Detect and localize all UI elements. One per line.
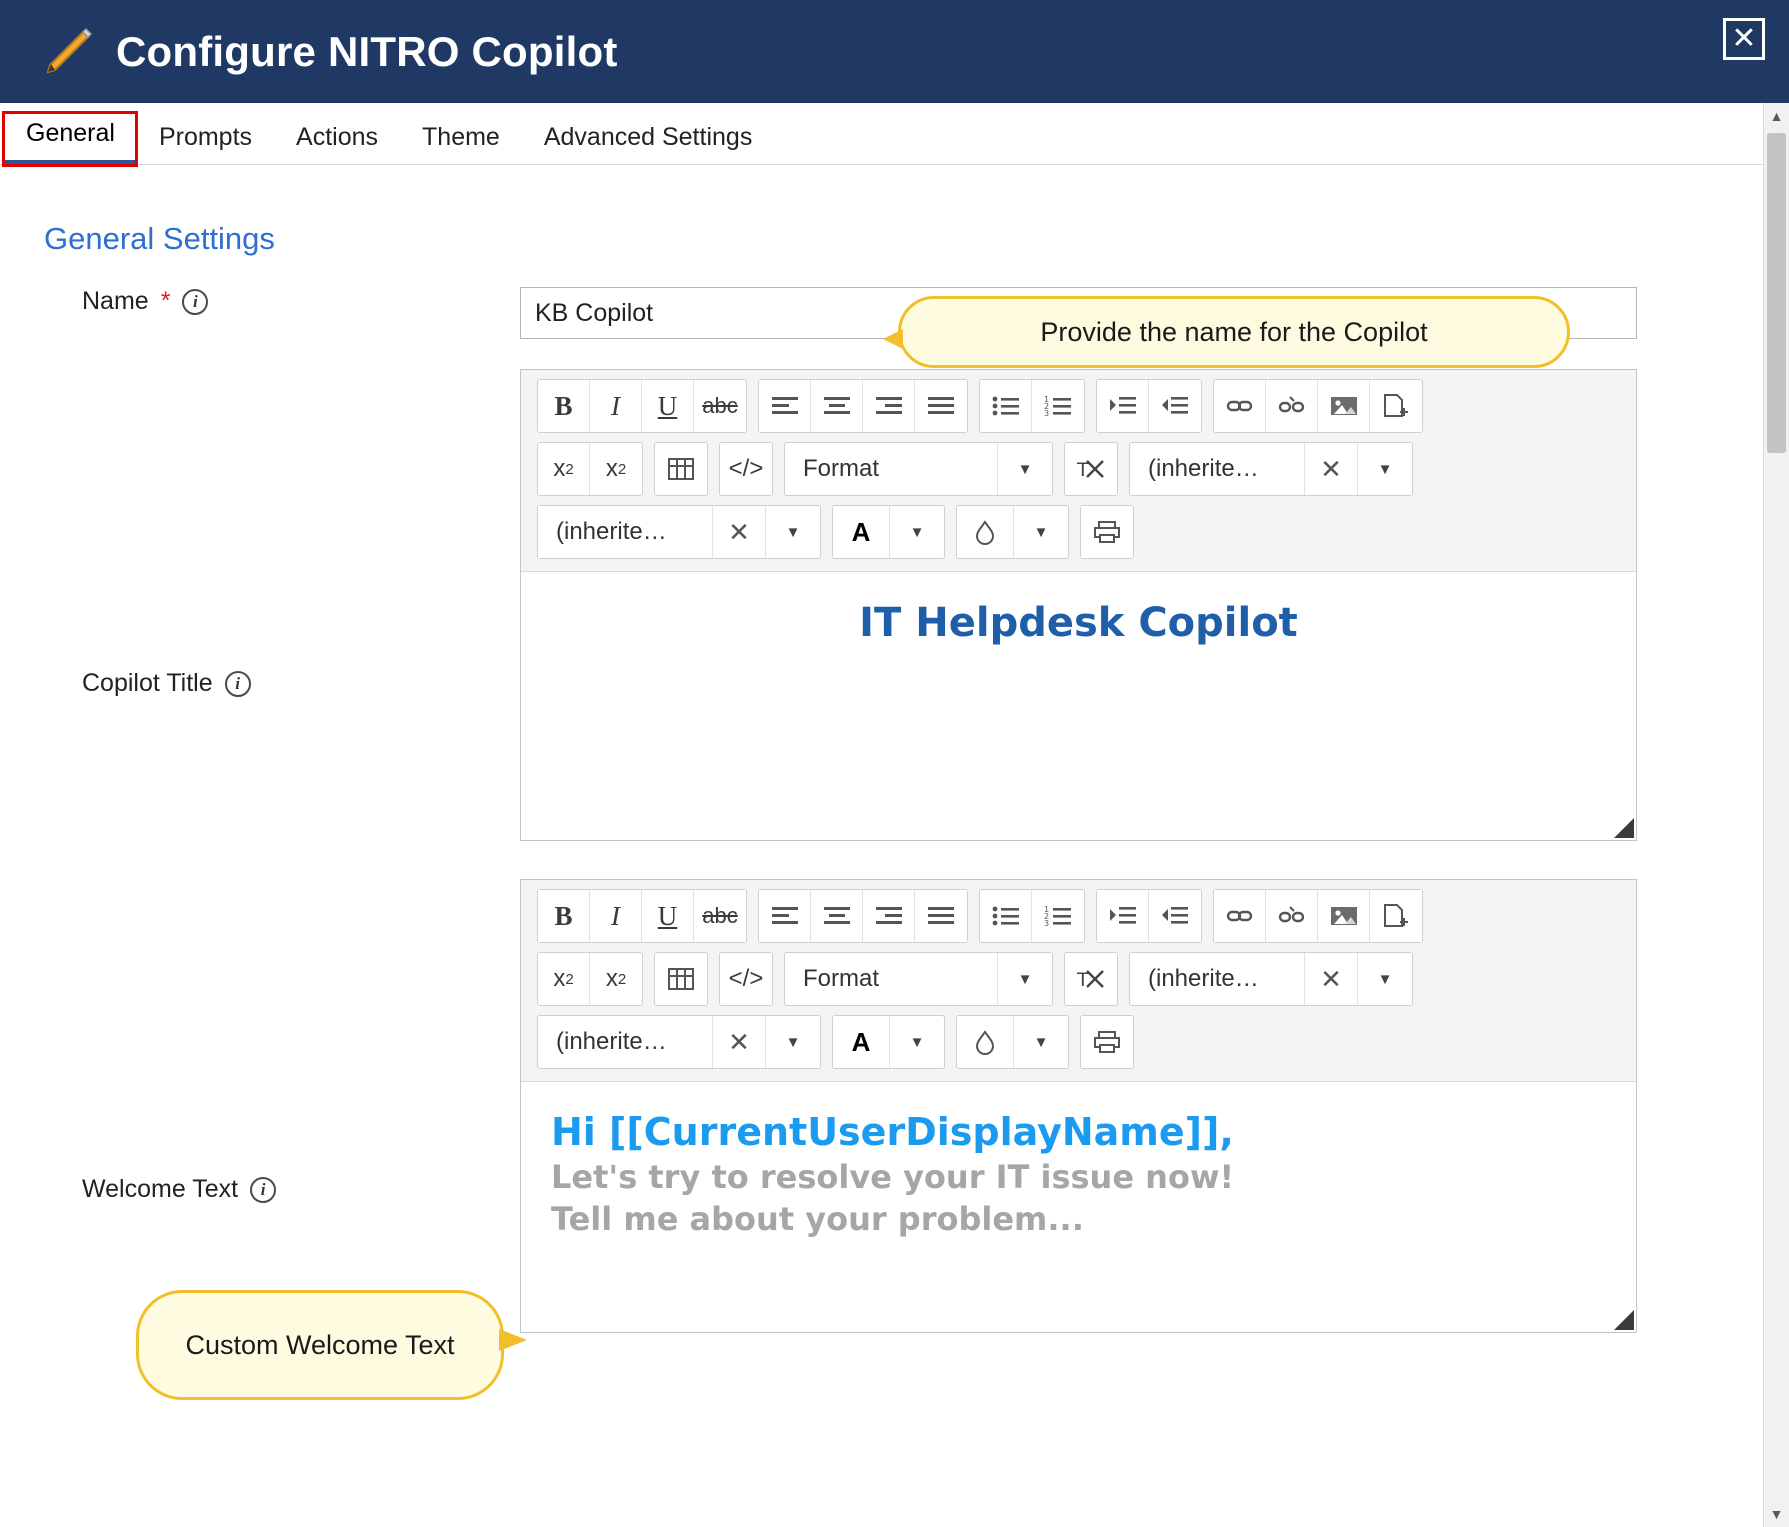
chevron-down-icon: ▼ (997, 953, 1052, 1005)
justify-icon[interactable] (915, 380, 967, 432)
align-right-icon[interactable] (863, 380, 915, 432)
bold-button[interactable]: B (538, 890, 590, 942)
format-select[interactable] (784, 952, 1053, 1006)
source-group (719, 952, 773, 1006)
align-left-icon[interactable] (759, 380, 811, 432)
table-group (654, 442, 708, 496)
unlink-icon[interactable] (1266, 380, 1318, 432)
font-family-select[interactable] (1129, 952, 1413, 1006)
tab-general[interactable]: General (4, 113, 137, 164)
link-icon[interactable] (1214, 380, 1266, 432)
welcome-line-1: Hi [[CurrentUserDisplayName]], (551, 1110, 1234, 1154)
info-icon[interactable]: i (182, 289, 208, 315)
font-family-value: (inherite… (1148, 965, 1259, 992)
insert-file-icon[interactable] (1370, 380, 1422, 432)
tab-theme[interactable]: Theme (422, 123, 500, 151)
font-size-select[interactable] (537, 505, 821, 559)
toolbar-row-3 (537, 1015, 1626, 1069)
general-settings-panel (0, 221, 1789, 1333)
welcome-text-editor-wrap (520, 879, 1637, 1333)
alignment-group (758, 889, 968, 943)
scrollbar-thumb[interactable] (1767, 133, 1786, 453)
toolbar-row-1 (537, 889, 1626, 943)
scroll-up-arrow-icon[interactable]: ▲ (1769, 108, 1784, 124)
script-group (537, 952, 643, 1006)
copilot-title-label: Copilot Title (82, 669, 213, 697)
field-row-copilot-title (0, 369, 1789, 841)
callout-welcome-hint: Custom Welcome Text (136, 1290, 504, 1400)
text-style-group (537, 889, 747, 943)
tabbar (0, 103, 1789, 165)
bg-color-icon (957, 506, 1013, 558)
format-select[interactable] (784, 442, 1053, 496)
remove-format-icon[interactable] (1065, 953, 1117, 1005)
info-icon[interactable]: i (250, 1177, 276, 1203)
insert-group (1213, 889, 1423, 943)
align-center-icon[interactable] (811, 890, 863, 942)
svg-text:3: 3 (1044, 919, 1050, 927)
strikethrough-button[interactable]: abc (694, 380, 746, 432)
source-code-button[interactable]: </> (720, 443, 772, 495)
font-family-value: (inherite… (1148, 455, 1259, 482)
font-size-select[interactable] (537, 1015, 821, 1069)
clear-font-icon[interactable]: ✕ (1304, 443, 1357, 495)
font-family-select[interactable] (1129, 442, 1413, 496)
bg-color-icon (957, 1016, 1013, 1068)
table-group (654, 952, 708, 1006)
align-center-icon[interactable] (811, 380, 863, 432)
chevron-down-icon: ▼ (1013, 1016, 1068, 1068)
svg-text:T: T (1077, 459, 1089, 481)
chevron-down-icon: ▼ (889, 506, 944, 558)
print-icon[interactable] (1081, 1016, 1133, 1068)
strikethrough-button[interactable]: abc (694, 890, 746, 942)
font-size-value: (inherite… (556, 518, 667, 545)
underline-button[interactable]: U (642, 380, 694, 432)
italic-button[interactable]: I (590, 380, 642, 432)
indent-group (1096, 379, 1202, 433)
image-icon[interactable] (1318, 890, 1370, 942)
toolbar-row-2 (537, 442, 1626, 496)
superscript-button[interactable]: x 2 (590, 443, 642, 495)
numbered-list-icon[interactable] (1032, 890, 1084, 942)
unlink-icon[interactable] (1266, 890, 1318, 942)
field-row-welcome-text (0, 879, 1789, 1333)
svg-text:1: 1 (1044, 905, 1050, 914)
tab-advanced-settings[interactable]: Advanced Settings (543, 123, 753, 151)
editor-toolbar (521, 880, 1636, 1082)
remove-format-icon[interactable] (1065, 443, 1117, 495)
svg-text:2: 2 (1044, 402, 1050, 411)
indent-group (1096, 889, 1202, 943)
italic-button[interactable]: I (590, 890, 642, 942)
chevron-down-icon: ▼ (1357, 953, 1412, 1005)
close-icon[interactable]: ✕ (1723, 18, 1765, 60)
insert-group (1213, 379, 1423, 433)
toolbar-row-1 (537, 379, 1626, 433)
print-icon[interactable] (1081, 506, 1133, 558)
toolbar-row-3 (537, 505, 1626, 559)
table-icon[interactable] (655, 953, 707, 1005)
welcome-text-label-wrap (0, 879, 520, 1204)
list-group (979, 379, 1085, 433)
callout-name-hint: Provide the name for the Copilot (898, 296, 1570, 368)
underline-button[interactable]: U (642, 890, 694, 942)
window-titlebar (0, 0, 1789, 103)
table-icon[interactable] (655, 443, 707, 495)
resize-handle[interactable] (1614, 818, 1634, 838)
chevron-down-icon: ▼ (1013, 506, 1068, 558)
insert-file-icon[interactable] (1370, 890, 1422, 942)
print-group (1080, 1015, 1134, 1069)
text-color-label: A (851, 1026, 871, 1057)
subscript-button[interactable]: x 2 (538, 953, 590, 1005)
tab-actions[interactable]: Actions (296, 123, 379, 151)
decrease-indent-icon[interactable] (1149, 890, 1201, 942)
copilot-title-text: IT Helpdesk Copilot (859, 600, 1298, 646)
justify-icon[interactable] (915, 890, 967, 942)
page-title: Configure NITRO Copilot (116, 27, 618, 75)
decrease-indent-icon[interactable] (1149, 380, 1201, 432)
bulleted-list-icon[interactable] (980, 380, 1032, 432)
numbered-list-icon[interactable] (1032, 380, 1084, 432)
vertical-scrollbar[interactable] (1763, 103, 1789, 1527)
scroll-down-arrow-icon[interactable]: ▼ (1769, 1506, 1784, 1522)
subscript-button[interactable]: x 2 (538, 443, 590, 495)
bold-button[interactable]: B (538, 380, 590, 432)
background-color-button[interactable] (956, 1015, 1069, 1069)
required-marker: * (160, 287, 171, 315)
welcome-line-2: Let's try to resolve your IT issue now! (551, 1158, 1235, 1196)
chevron-down-icon: ▼ (889, 1016, 944, 1068)
name-label: Name (82, 287, 149, 315)
source-group (719, 442, 773, 496)
remove-format-group (1064, 952, 1118, 1006)
clear-size-icon[interactable]: ✕ (712, 1016, 765, 1068)
format-select-label: Format (803, 455, 880, 482)
pencil-icon (42, 26, 94, 78)
resize-handle[interactable] (1614, 1310, 1634, 1330)
editor-toolbar (521, 370, 1636, 572)
font-size-value: (inherite… (556, 1028, 667, 1055)
section-title: General Settings (44, 221, 275, 256)
remove-format-group (1064, 442, 1118, 496)
align-left-icon[interactable] (759, 890, 811, 942)
link-icon[interactable] (1214, 890, 1266, 942)
svg-text:2: 2 (1044, 912, 1050, 921)
welcome-text-label: Welcome Text (82, 1175, 239, 1203)
format-select-label: Format (803, 965, 880, 992)
copilot-title-editor-wrap (520, 369, 1637, 841)
svg-text:1: 1 (1044, 395, 1050, 404)
rich-text-editor-copilot-title (520, 369, 1637, 841)
toolbar-row-2 (537, 952, 1626, 1006)
svg-text:T: T (1077, 969, 1089, 991)
clear-size-icon[interactable]: ✕ (712, 506, 765, 558)
tab-prompts[interactable]: Prompts (158, 123, 253, 151)
text-style-group (537, 379, 747, 433)
name-label-wrap (0, 287, 520, 316)
copilot-title-label-wrap (0, 369, 520, 698)
svg-text:3: 3 (1044, 409, 1050, 417)
list-group (979, 889, 1085, 943)
bulleted-list-icon[interactable] (980, 890, 1032, 942)
image-icon[interactable] (1318, 380, 1370, 432)
copilot-title-content[interactable] (521, 572, 1636, 840)
superscript-button[interactable]: x 2 (590, 953, 642, 1005)
source-code-button[interactable]: </> (720, 953, 772, 1005)
text-color-label: A (851, 516, 871, 547)
text-color-button[interactable] (832, 505, 945, 559)
print-group (1080, 505, 1134, 559)
chevron-down-icon: ▼ (1357, 443, 1412, 495)
welcome-line-3: Tell me about your problem... (551, 1200, 1084, 1238)
background-color-button[interactable] (956, 505, 1069, 559)
welcome-text-content[interactable] (521, 1082, 1636, 1332)
chevron-down-icon: ▼ (765, 1016, 820, 1068)
text-color-button[interactable] (832, 1015, 945, 1069)
rich-text-editor-welcome-text (520, 879, 1637, 1333)
clear-font-icon[interactable]: ✕ (1304, 953, 1357, 1005)
increase-indent-icon[interactable] (1097, 380, 1149, 432)
align-right-icon[interactable] (863, 890, 915, 942)
alignment-group (758, 379, 968, 433)
chevron-down-icon: ▼ (997, 443, 1052, 495)
increase-indent-icon[interactable] (1097, 890, 1149, 942)
info-icon[interactable]: i (225, 671, 251, 697)
script-group (537, 442, 643, 496)
chevron-down-icon: ▼ (765, 506, 820, 558)
